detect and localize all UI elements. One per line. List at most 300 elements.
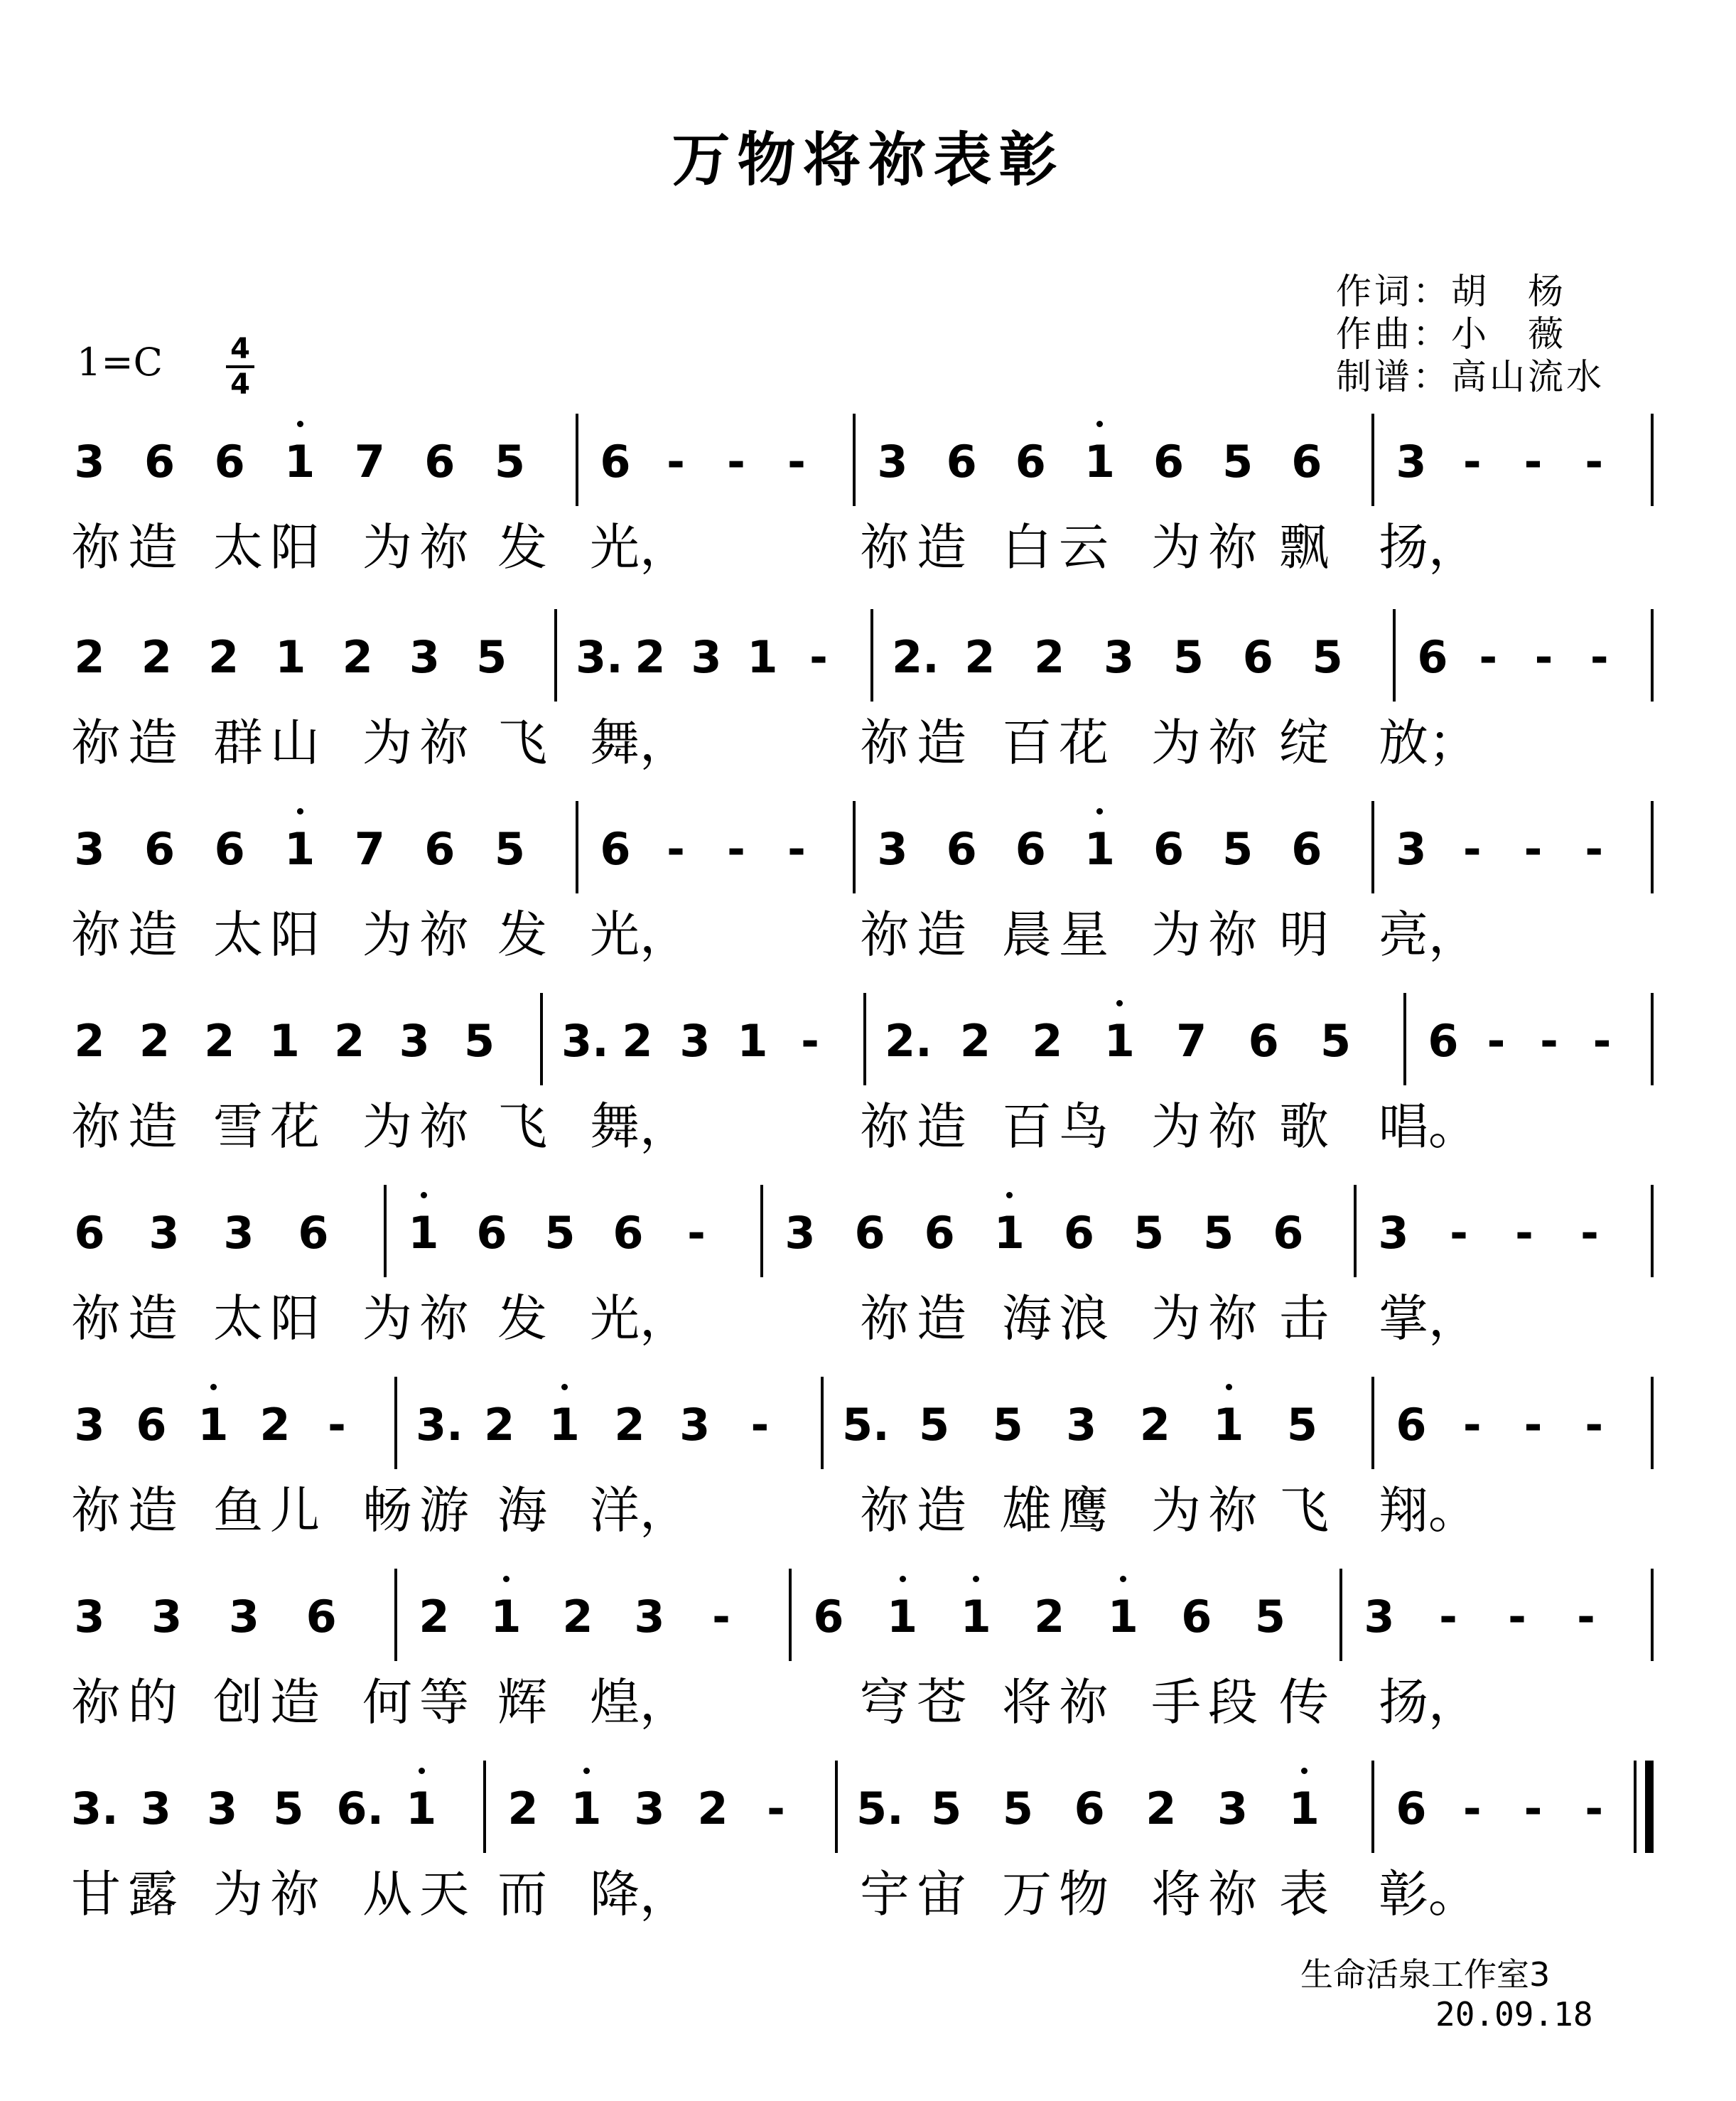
- note: 5: [918, 1399, 950, 1451]
- score-system: [0, 629, 1736, 821]
- lyric-syllable: 百: [1002, 714, 1052, 772]
- note: 6: [600, 823, 631, 875]
- note: 6: [1248, 1015, 1279, 1067]
- lyric-syllable: 的: [128, 1673, 178, 1731]
- barline: [540, 993, 543, 1085]
- note: 6: [813, 1591, 844, 1643]
- note: 6: [924, 1207, 955, 1259]
- lyric-syllable: 祢: [71, 1481, 121, 1540]
- note: 6: [1242, 631, 1273, 683]
- lyric-syllable: 祢: [1208, 518, 1258, 576]
- lyric-syllable: 天: [419, 1865, 469, 1923]
- note: 6: [946, 823, 977, 875]
- key-signature: 1=C: [77, 340, 163, 385]
- lyric-syllable: 万: [1002, 1865, 1052, 1923]
- lyric-syllable: 造: [128, 1289, 178, 1348]
- lyric-syllable: 造: [270, 1673, 320, 1731]
- note: 1: [884, 1589, 921, 1645]
- transcriber-credit: 制谱：高山流水: [1336, 356, 1605, 397]
- note: 5: [1286, 1399, 1317, 1451]
- dash: -: [787, 823, 806, 875]
- score-system: [0, 1205, 1736, 1397]
- note: 6: [854, 1207, 885, 1259]
- note: 2.: [892, 631, 939, 683]
- lyric-syllable: 鸟: [1059, 1097, 1109, 1156]
- note: 2: [507, 1783, 539, 1834]
- dash: -: [1487, 1015, 1506, 1067]
- note: 6: [144, 436, 176, 488]
- time-signature: [226, 334, 254, 399]
- lyric-syllable: 祢: [1208, 906, 1258, 964]
- lyric-syllable: 苍: [917, 1673, 966, 1731]
- lyric-syllable: 雪: [213, 1097, 263, 1156]
- note: 5: [1172, 631, 1204, 683]
- note: 2: [635, 631, 666, 683]
- lyric-syllable: 传: [1279, 1673, 1329, 1731]
- barline: [821, 1377, 824, 1469]
- note: 3: [74, 1591, 105, 1643]
- lyric-syllable: 从: [362, 1865, 412, 1923]
- barline: [1354, 1185, 1357, 1277]
- note: 3: [1364, 1591, 1395, 1643]
- barline: [1651, 1185, 1654, 1277]
- note: 6: [1291, 436, 1322, 488]
- dash: -: [1580, 1207, 1599, 1259]
- lyric-syllable: 绽: [1279, 714, 1329, 772]
- note: 2.: [885, 1015, 932, 1067]
- dash: -: [712, 1591, 730, 1643]
- note: 3: [679, 1399, 711, 1451]
- lyric-syllable: 祢: [419, 1097, 469, 1156]
- dash: -: [1508, 1591, 1526, 1643]
- barline: [760, 1185, 763, 1277]
- note: 2: [614, 1399, 645, 1451]
- high-octave-dot: [421, 1192, 427, 1198]
- high-octave-dot: [297, 421, 303, 427]
- note: 1: [1285, 1780, 1322, 1837]
- note: 1: [1104, 1589, 1141, 1645]
- song-title: 万物将祢表彰: [672, 127, 1064, 194]
- dash: -: [667, 823, 685, 875]
- note: 6: [1291, 823, 1322, 875]
- lyric-syllable: 表: [1279, 1865, 1329, 1923]
- note: 5: [1002, 1783, 1033, 1834]
- lyric-syllable: 鹰: [1059, 1481, 1109, 1540]
- final-barline-thin: [1634, 1761, 1637, 1853]
- note: 1: [991, 1205, 1028, 1262]
- dash: -: [1534, 631, 1553, 683]
- note: 3: [74, 823, 105, 875]
- lyric-syllable: 造: [917, 1289, 966, 1348]
- high-octave-dot: [419, 1768, 425, 1774]
- dash: -: [1462, 1783, 1482, 1834]
- barline: [1371, 1377, 1374, 1469]
- note: 1: [487, 1589, 524, 1645]
- lyric-syllable: 祢: [860, 714, 910, 772]
- lyric-syllable: 祢: [71, 1097, 121, 1156]
- note: 3: [1396, 436, 1427, 488]
- barline: [554, 609, 557, 702]
- lyric-syllable: 祢: [860, 518, 910, 576]
- note: 3: [1217, 1783, 1249, 1834]
- lyric-syllable: 造: [917, 906, 966, 964]
- note: 3: [223, 1207, 254, 1259]
- dash: -: [1450, 1207, 1468, 1259]
- barline: [853, 414, 856, 506]
- note: 2: [74, 631, 105, 683]
- lyric-syllable: 而: [497, 1865, 547, 1923]
- barline: [384, 1185, 387, 1277]
- dash: -: [1462, 1399, 1482, 1451]
- lyric-syllable: 放；: [1379, 714, 1478, 772]
- note: 7: [1176, 1015, 1207, 1067]
- note: 2: [259, 1399, 291, 1451]
- note: 5: [1133, 1207, 1165, 1259]
- lyric-syllable: 阳: [270, 1289, 320, 1348]
- barline: [789, 1569, 792, 1661]
- note: 2: [139, 1015, 170, 1067]
- lyric-syllable: 创: [213, 1673, 263, 1731]
- lyric-syllable: 祢: [71, 714, 121, 772]
- lyric-syllable: 造: [917, 1097, 966, 1156]
- high-octave-dot: [583, 1768, 590, 1774]
- lyric-syllable: 祢: [419, 1289, 469, 1348]
- barline: [853, 801, 856, 893]
- note: 5: [1254, 1591, 1285, 1643]
- barline: [1371, 414, 1374, 506]
- note: 6: [1396, 1783, 1427, 1834]
- score-system: [0, 434, 1736, 625]
- studio-credit: 生命活泉工作室3: [1300, 1955, 1551, 1994]
- lyric-syllable: 舞，: [590, 1097, 689, 1156]
- note: 3: [149, 1207, 180, 1259]
- note: 6.: [336, 1783, 384, 1834]
- lyric-syllable: 祢: [71, 1673, 121, 1731]
- note: 6: [424, 823, 455, 875]
- dash: -: [801, 1015, 819, 1067]
- lyric-syllable: 为: [362, 906, 412, 964]
- lyric-syllable: 祢: [419, 518, 469, 576]
- barline: [1393, 609, 1396, 702]
- lyric-syllable: 造: [128, 1481, 178, 1540]
- dash: -: [750, 1399, 770, 1451]
- dash: -: [1524, 823, 1543, 875]
- dash: -: [1592, 1015, 1612, 1067]
- dash: -: [767, 1783, 785, 1834]
- note: 5: [1320, 1015, 1352, 1067]
- lyric-syllable: 祢: [860, 1289, 910, 1348]
- note: 6: [1273, 1207, 1304, 1259]
- note: 1: [747, 631, 778, 683]
- lyric-syllable: 为: [362, 1289, 412, 1348]
- lyric-syllable: 为: [213, 1865, 263, 1923]
- note: 2: [1034, 631, 1065, 683]
- lyric-syllable: 百: [1002, 1097, 1052, 1156]
- lyric-syllable: 物: [1059, 1865, 1109, 1923]
- lyric-syllable: 掌，: [1379, 1289, 1478, 1348]
- lyric-syllable: 造: [128, 518, 178, 576]
- lyric-syllable: 宇: [860, 1865, 910, 1923]
- barline: [870, 609, 873, 702]
- lyric-syllable: 为: [1151, 1289, 1201, 1348]
- note: 1: [546, 1397, 583, 1453]
- lyric-syllable: 祢: [1208, 1481, 1258, 1540]
- barline: [394, 1569, 397, 1661]
- note: 3.: [71, 1783, 119, 1834]
- note: 2: [964, 631, 996, 683]
- dash: -: [1524, 1783, 1543, 1834]
- note: 1: [195, 1397, 232, 1453]
- note: 6: [74, 1207, 105, 1259]
- barline: [1651, 1569, 1654, 1661]
- lyric-syllable: 晨: [1002, 906, 1052, 964]
- note: 2: [419, 1591, 450, 1643]
- lyric-syllable: 花: [270, 1097, 320, 1156]
- note: 1: [269, 1015, 300, 1067]
- note: 3.: [416, 1399, 463, 1451]
- note: 2: [334, 1015, 365, 1067]
- note: 2: [562, 1591, 593, 1643]
- lyric-syllable: 花: [1059, 714, 1109, 772]
- dash: -: [1585, 1399, 1604, 1451]
- note: 2: [1139, 1399, 1170, 1451]
- note: 6: [1015, 436, 1046, 488]
- lyric-syllable: 击: [1279, 1289, 1329, 1348]
- note: 2: [74, 1015, 105, 1067]
- note: 5.: [842, 1399, 890, 1451]
- dash: -: [1585, 823, 1604, 875]
- note: 5: [931, 1783, 962, 1834]
- note: 5: [476, 631, 507, 683]
- score-system: [0, 1589, 1736, 1780]
- note: 3.: [576, 631, 623, 683]
- barline: [1651, 801, 1654, 893]
- lyric-syllable: 翔。: [1379, 1481, 1478, 1540]
- lyric-syllable: 段: [1208, 1673, 1258, 1731]
- note: 6: [214, 436, 245, 488]
- lyric-syllable: 太: [213, 1289, 263, 1348]
- note: 7: [354, 436, 385, 488]
- lyric-syllable: 游: [419, 1481, 469, 1540]
- high-octave-dot: [210, 1384, 217, 1390]
- high-octave-dot: [297, 808, 303, 815]
- lyric-syllable: 唱。: [1379, 1097, 1478, 1156]
- lyric-syllable: 扬，: [1379, 518, 1478, 576]
- lyric-syllable: 祢: [1208, 1289, 1258, 1348]
- dash: -: [1479, 631, 1498, 683]
- note: 3: [1378, 1207, 1409, 1259]
- score-system: [0, 821, 1736, 1013]
- time-signature-bottom: 4: [230, 368, 250, 401]
- high-octave-dot: [900, 1576, 906, 1582]
- lyric-syllable: 宙: [917, 1865, 966, 1923]
- note: 2: [141, 631, 172, 683]
- note: 6: [600, 436, 631, 488]
- note: 3: [1396, 823, 1427, 875]
- high-octave-dot: [503, 1576, 510, 1582]
- lyric-syllable: 飞: [497, 714, 547, 772]
- lyric-syllable: 为: [362, 518, 412, 576]
- lyric-syllable: 畅: [362, 1481, 412, 1540]
- barline: [1651, 1377, 1654, 1469]
- note: 2: [342, 631, 373, 683]
- lyric-syllable: 穹: [860, 1673, 910, 1731]
- dash: -: [809, 631, 828, 683]
- lyric-syllable: 祢: [860, 906, 910, 964]
- note: 2: [622, 1015, 653, 1067]
- dash: -: [1577, 1591, 1595, 1643]
- note: 6: [1153, 436, 1185, 488]
- barline: [576, 801, 578, 893]
- lyric-syllable: 为: [1151, 1097, 1201, 1156]
- note: 1: [403, 1780, 440, 1837]
- lyric-syllable: 海: [497, 1481, 547, 1540]
- lyric-syllable: 造: [128, 1097, 178, 1156]
- lyric-syllable: 祢: [71, 906, 121, 964]
- lyric-syllable: 群: [213, 714, 263, 772]
- note: 1: [957, 1589, 994, 1645]
- note: 5: [463, 1015, 495, 1067]
- note: 3: [877, 436, 908, 488]
- barline: [1371, 801, 1374, 893]
- time-signature-top: 4: [230, 333, 250, 365]
- note: 5: [1203, 1207, 1234, 1259]
- note: 5.: [856, 1783, 904, 1834]
- note: 2: [697, 1783, 728, 1834]
- note: 6: [476, 1207, 507, 1259]
- barline: [1339, 1569, 1342, 1661]
- lyric-syllable: 亮，: [1379, 906, 1478, 964]
- score-system: [0, 1397, 1736, 1589]
- note: 7: [354, 823, 385, 875]
- lyric-syllable: 飞: [497, 1097, 547, 1156]
- lyric-syllable: 何: [362, 1673, 412, 1731]
- lyric-syllable: 造: [917, 1481, 966, 1540]
- dash: -: [727, 823, 745, 875]
- lyric-syllable: 儿: [270, 1481, 320, 1540]
- note: 6: [144, 823, 176, 875]
- note: 1: [568, 1780, 605, 1837]
- score-system: [0, 1013, 1736, 1205]
- note: 6: [1417, 631, 1448, 683]
- note: 3: [1103, 631, 1135, 683]
- note: 2: [959, 1015, 991, 1067]
- lyric-syllable: 为: [1151, 714, 1201, 772]
- lyric-syllable: 祢: [860, 1097, 910, 1156]
- lyric-syllable: 煌，: [590, 1673, 689, 1731]
- note: 5: [1312, 631, 1343, 683]
- note: 3: [634, 1591, 665, 1643]
- lyric-syllable: 造: [128, 906, 178, 964]
- note: 6: [214, 823, 245, 875]
- note: 3: [74, 436, 105, 488]
- dash: -: [1585, 1783, 1604, 1834]
- note: 3: [785, 1207, 816, 1259]
- note: 1: [281, 434, 318, 490]
- barline: [863, 993, 866, 1085]
- lyric-syllable: 飞: [1279, 1481, 1329, 1540]
- note: 2: [1145, 1783, 1177, 1834]
- lyric-syllable: 浪: [1059, 1289, 1109, 1348]
- note: 6: [613, 1207, 644, 1259]
- dash: -: [787, 436, 806, 488]
- note: 6: [298, 1207, 329, 1259]
- lyric-syllable: 为: [1151, 518, 1201, 576]
- note: 1: [275, 631, 306, 683]
- lyric-syllable: 太: [213, 518, 263, 576]
- lyric-syllable: 祢: [270, 1865, 320, 1923]
- lyric-syllable: 将: [1002, 1673, 1052, 1731]
- barline: [1403, 993, 1406, 1085]
- barline: [576, 414, 578, 506]
- note: 3: [74, 1399, 105, 1451]
- barline: [1651, 414, 1654, 506]
- lyric-syllable: 祢: [1059, 1673, 1109, 1731]
- note: 6: [424, 436, 455, 488]
- note: 5: [1222, 823, 1254, 875]
- lyric-syllable: 祢: [419, 906, 469, 964]
- note: 2: [1034, 1591, 1065, 1643]
- dash: -: [1540, 1015, 1558, 1067]
- lyric-syllable: 海: [1002, 1289, 1052, 1348]
- dash: -: [1524, 436, 1543, 488]
- note: 3: [1066, 1399, 1097, 1451]
- dash: -: [687, 1207, 706, 1259]
- barline: [1651, 609, 1654, 702]
- note: 3: [691, 631, 722, 683]
- dash: -: [328, 1399, 346, 1451]
- note: 6: [1074, 1783, 1105, 1834]
- note: 2: [1032, 1015, 1063, 1067]
- dash: -: [667, 436, 685, 488]
- lyric-syllable: 白: [1002, 518, 1052, 576]
- lyric-syllable: 舞，: [590, 714, 689, 772]
- note: 5: [544, 1207, 576, 1259]
- lyric-syllable: 将: [1151, 1865, 1201, 1923]
- barline: [394, 1377, 397, 1469]
- lyric-syllable: 洋，: [590, 1481, 689, 1540]
- note: 6: [1063, 1207, 1095, 1259]
- lyric-syllable: 为: [362, 714, 412, 772]
- final-barline-thick: [1645, 1761, 1654, 1853]
- barline: [1371, 1761, 1374, 1853]
- lyric-syllable: 为: [1151, 906, 1201, 964]
- lyric-syllable: 发: [497, 518, 547, 576]
- lyric-syllable: 光，: [590, 906, 689, 964]
- lyric-syllable: 露: [128, 1865, 178, 1923]
- lyric-syllable: 祢: [860, 1481, 910, 1540]
- lyric-syllable: 辉: [497, 1673, 547, 1731]
- transcription-date: 20.09.18: [1435, 1995, 1593, 2033]
- lyric-syllable: 阳: [270, 518, 320, 576]
- note: 3: [151, 1591, 183, 1643]
- dash: -: [1585, 436, 1604, 488]
- dash: -: [727, 436, 745, 488]
- lyric-syllable: 彰。: [1379, 1865, 1478, 1923]
- dash: -: [1439, 1591, 1457, 1643]
- note: 6: [1153, 823, 1185, 875]
- note: 6: [306, 1591, 337, 1643]
- lyric-syllable: 云: [1059, 518, 1109, 576]
- note: 6: [1181, 1591, 1212, 1643]
- lyric-syllable: 造: [128, 714, 178, 772]
- lyric-syllable: 手: [1151, 1673, 1201, 1731]
- note: 2: [207, 631, 239, 683]
- lyric-syllable: 祢: [1208, 1865, 1258, 1923]
- lyric-syllable: 祢: [419, 714, 469, 772]
- lyric-syllable: 为: [1151, 1481, 1201, 1540]
- note: 5: [273, 1783, 304, 1834]
